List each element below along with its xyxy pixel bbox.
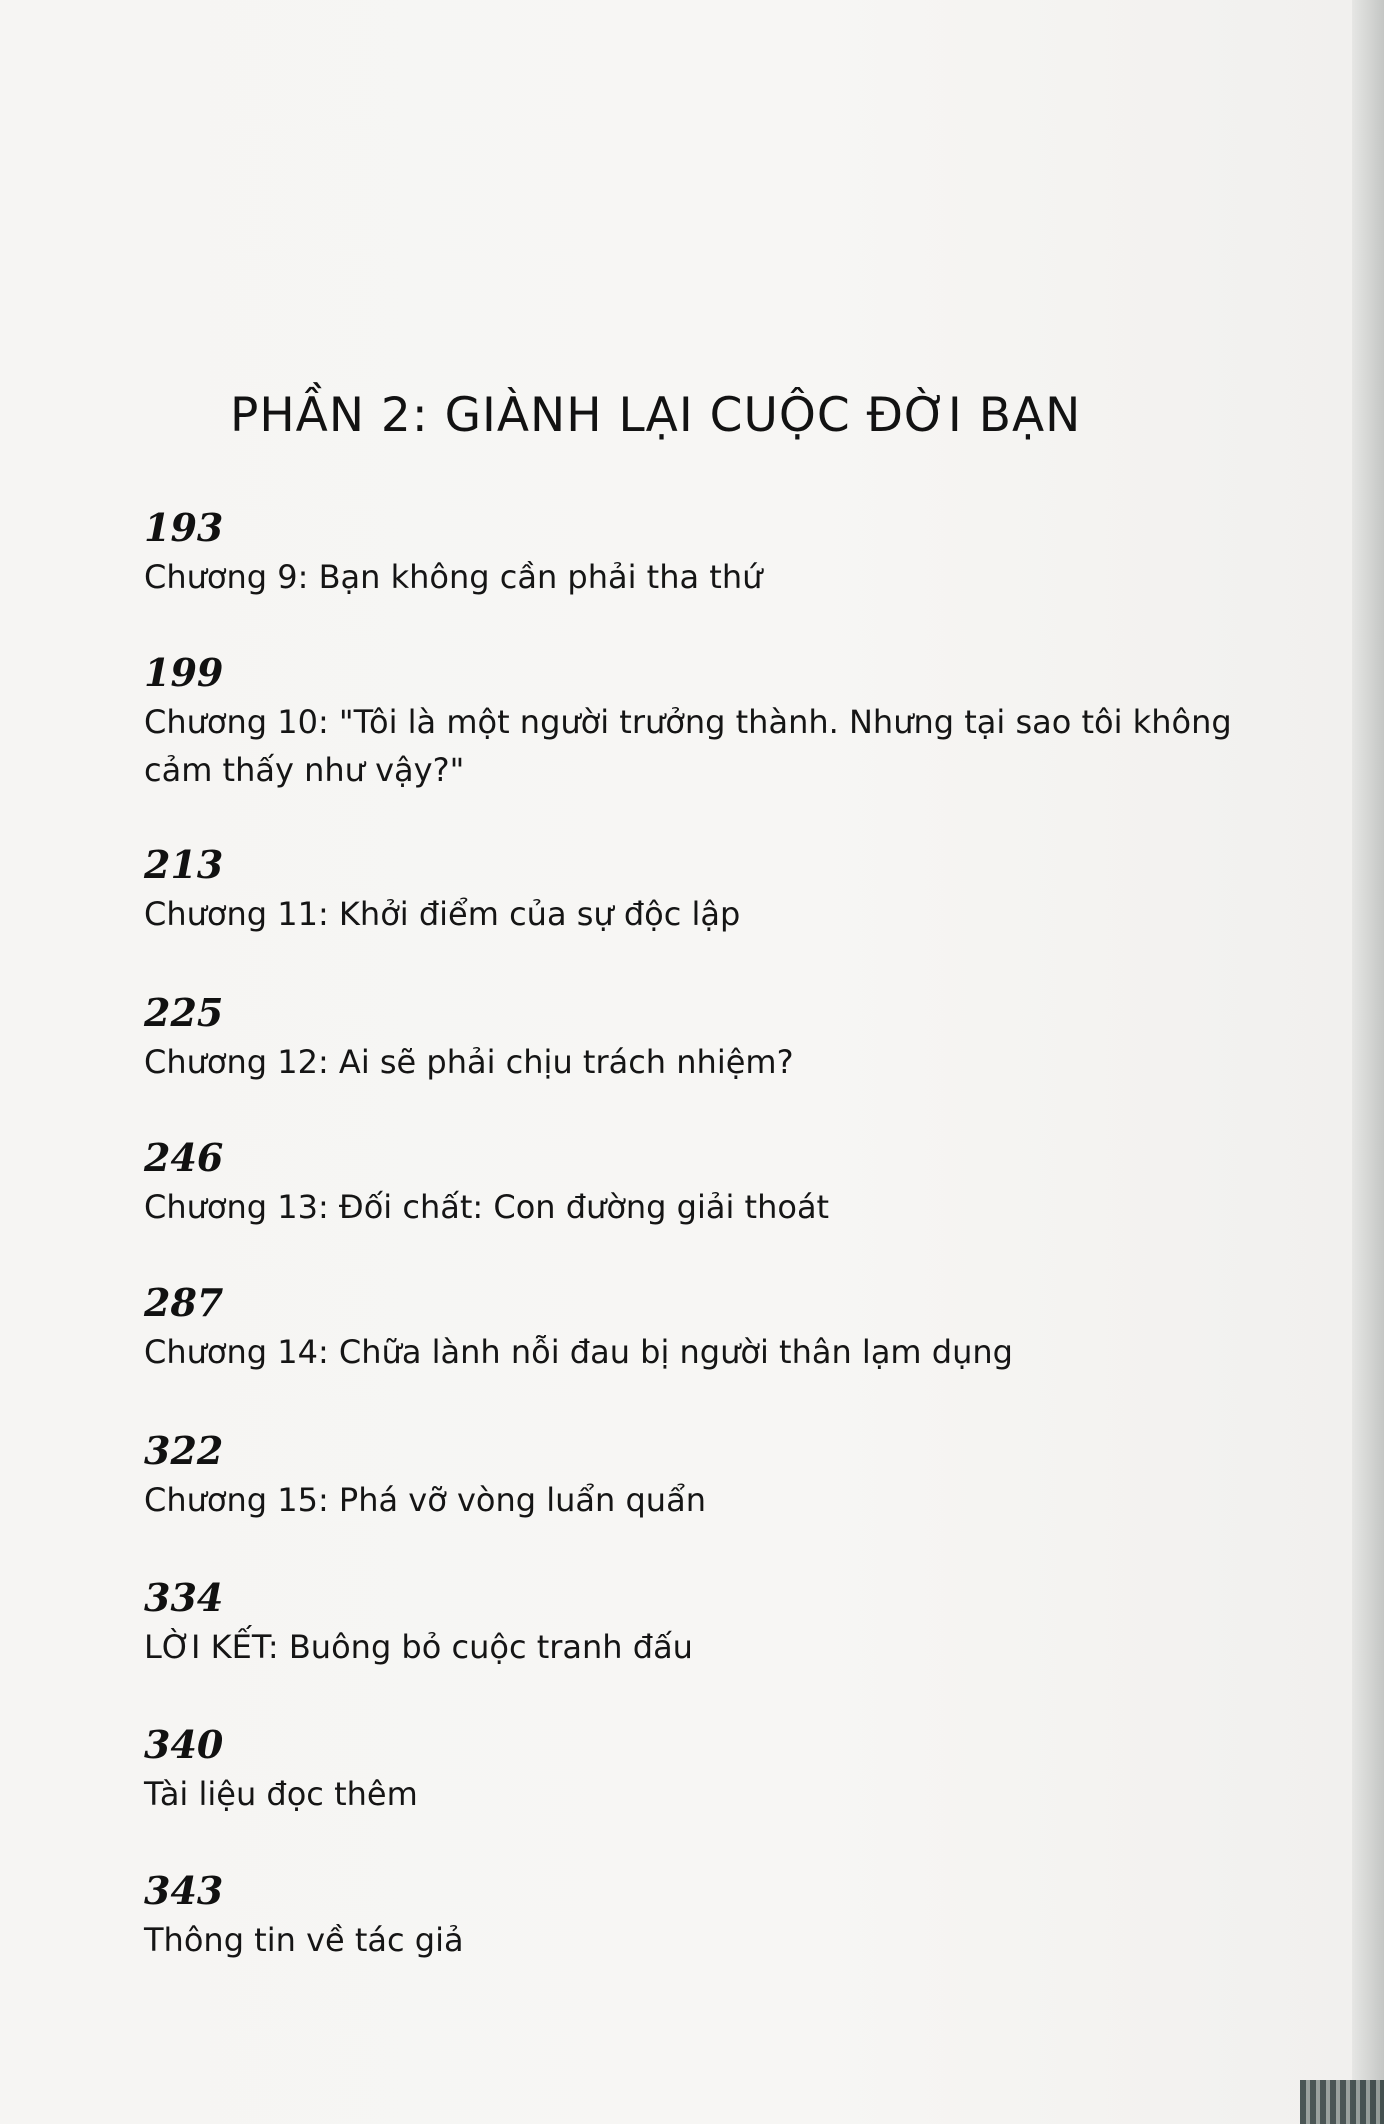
book-spine-edge <box>1300 2080 1384 2124</box>
toc-entry <box>144 990 1264 1086</box>
toc-page-number: 343 <box>144 1868 224 1913</box>
toc-entry-title: Tài liệu đọc thêm <box>144 1775 418 1813</box>
toc-page-number: 334 <box>144 1575 224 1620</box>
toc-entry-title: Chương 13: Đối chất: Con đường giải thoát <box>144 1188 830 1226</box>
toc-entry-title: Chương 9: Bạn không cần phải tha thứ <box>144 558 763 596</box>
toc-entry-title: Chương 11: Khởi điểm của sự độc lập <box>144 895 741 933</box>
toc-entry-title: Thông tin về tác giả <box>144 1921 464 1959</box>
toc-entry-title: LỜI KẾT: Buông bỏ cuộc tranh đấu <box>144 1628 693 1666</box>
toc-page-number: 322 <box>144 1428 224 1473</box>
toc-entry <box>144 842 1264 938</box>
toc-entry-title: Chương 10: "Tôi là một người trưởng thành. Nhưng tại sao tôi không cảm thấy như vậy?" <box>144 703 1232 789</box>
toc-page-number: 287 <box>144 1280 224 1325</box>
toc-entry <box>144 1428 1264 1524</box>
toc-entry <box>144 1868 1264 1964</box>
toc-entry-title: Chương 15: Phá vỡ vòng luẩn quẩn <box>144 1481 706 1519</box>
page-edge <box>1352 0 1384 2124</box>
toc-page-number: 225 <box>144 990 224 1035</box>
toc-entry-title: Chương 12: Ai sẽ phải chịu trách nhiệm? <box>144 1043 794 1081</box>
toc-page-number: 340 <box>144 1722 224 1767</box>
toc-entry-title: Chương 14: Chữa lành nỗi đau bị người thân lạm dụng <box>144 1333 1013 1371</box>
toc-entry <box>144 1135 1264 1231</box>
toc-page-number: 193 <box>144 505 224 550</box>
toc-page-number: 213 <box>144 842 224 887</box>
toc-entry <box>144 505 1264 601</box>
toc-entry <box>144 1280 1264 1376</box>
toc-entry <box>144 1722 1264 1818</box>
section-title: PHẦN 2: GIÀNH LẠI CUỘC ĐỜI BẠN <box>230 388 1082 443</box>
toc-page-number: 199 <box>144 650 224 695</box>
toc-entry <box>144 650 1264 794</box>
toc-entry <box>144 1575 1264 1671</box>
toc-page-number: 246 <box>144 1135 224 1180</box>
